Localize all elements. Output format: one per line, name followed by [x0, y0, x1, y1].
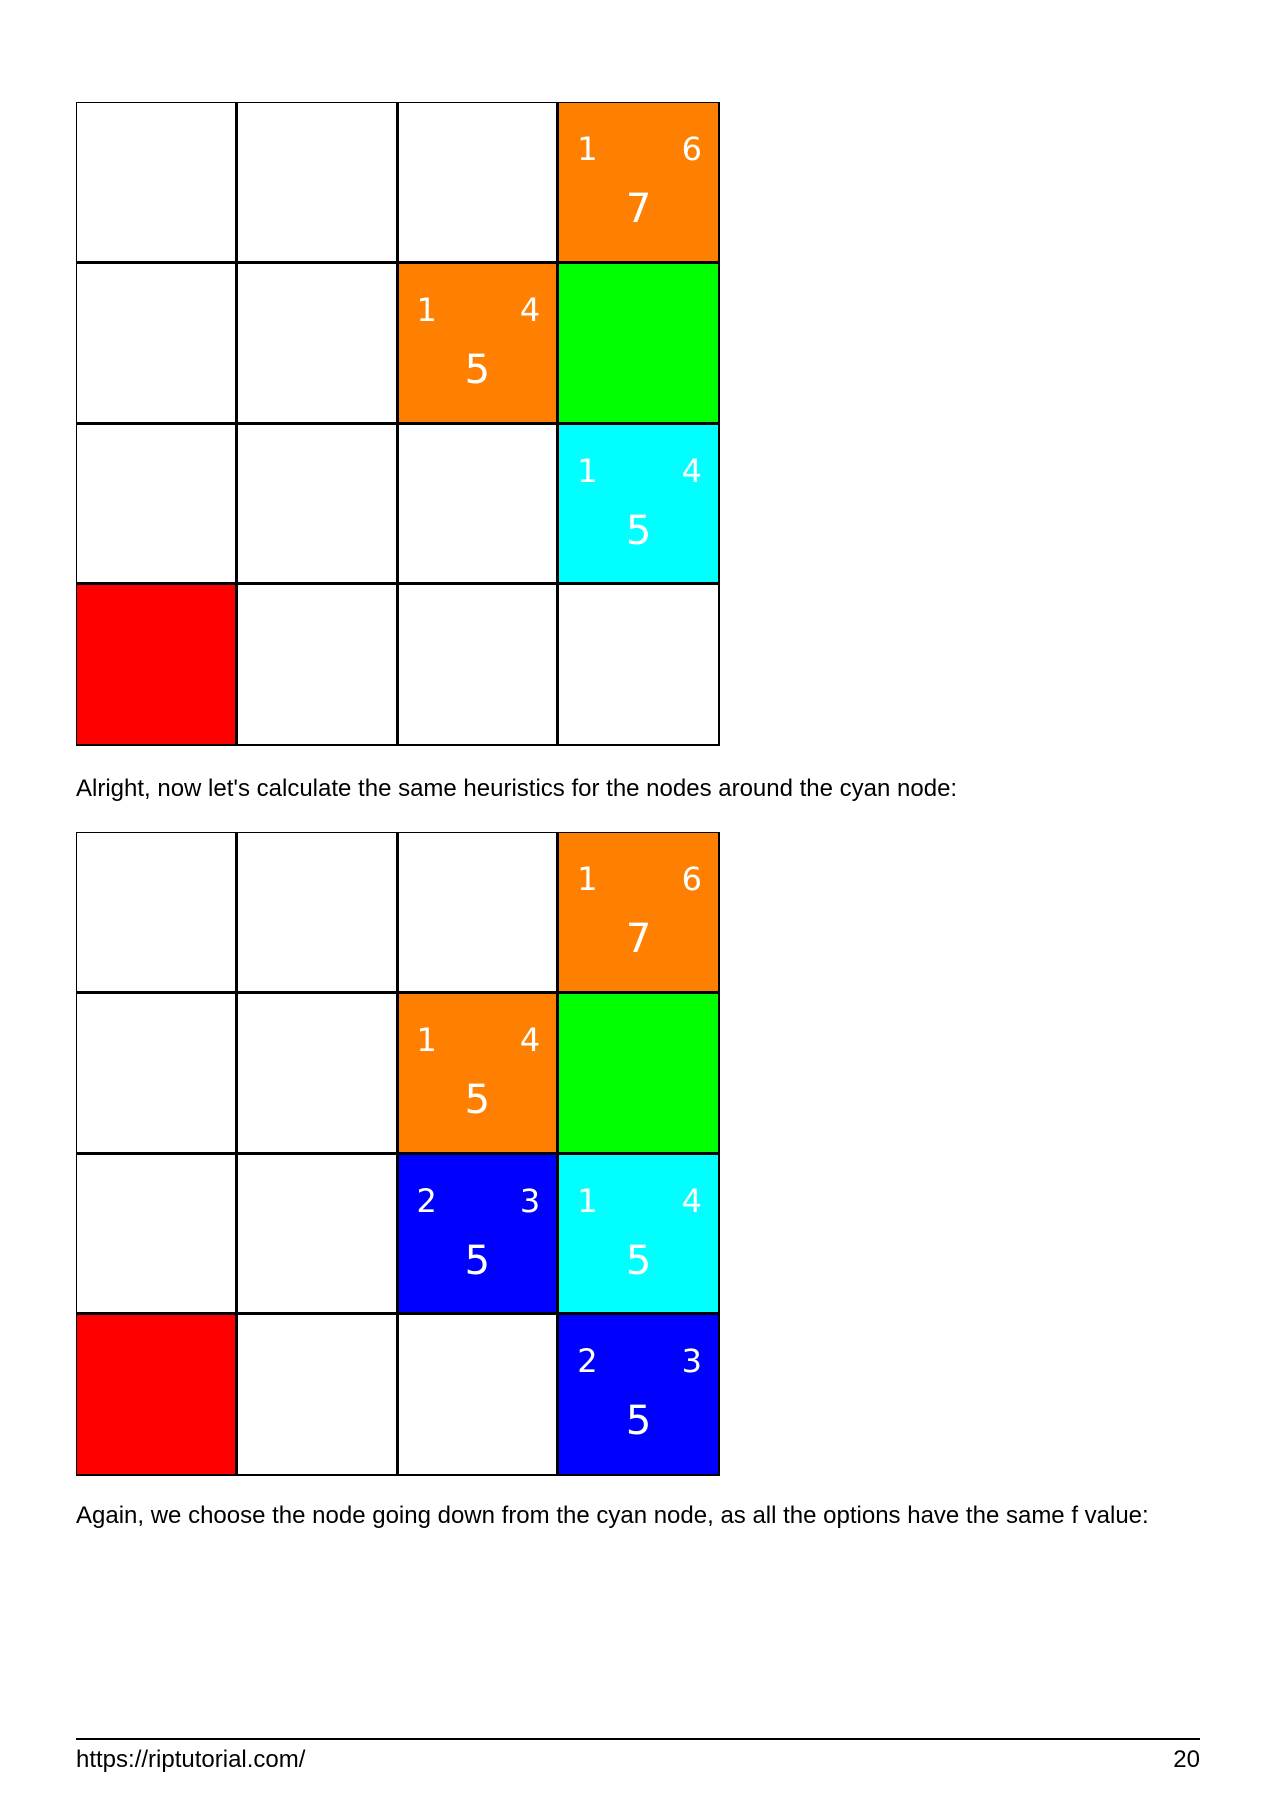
- f-cost-value: 7: [625, 916, 652, 962]
- g-cost-value: 1: [577, 860, 598, 898]
- grid-cell: [238, 994, 399, 1155]
- grid-cell: [559, 1155, 720, 1316]
- g-cost-value: 1: [416, 290, 437, 329]
- f-cost-value: 7: [625, 186, 652, 232]
- grid-cell: [238, 425, 399, 586]
- h-cost-value: 3: [681, 1342, 702, 1381]
- g-cost-value: 1: [577, 1181, 598, 1220]
- grid-cell: [559, 833, 720, 994]
- grid-cell: [77, 1155, 238, 1316]
- grid-cell: [559, 585, 720, 746]
- h-cost-value: 6: [681, 130, 702, 168]
- grid-cell: [399, 585, 560, 746]
- grid-cell: [399, 1155, 560, 1316]
- footer-url: https://riptutorial.com/: [76, 1746, 306, 1773]
- h-cost-value: 4: [519, 1020, 541, 1059]
- f-cost-value: 5: [464, 1076, 491, 1123]
- grid-cell: [559, 425, 720, 586]
- grid-cell: [399, 1315, 560, 1476]
- grid-cell: [559, 994, 720, 1155]
- g-cost-value: 2: [577, 1342, 598, 1381]
- h-cost-value: 4: [519, 290, 541, 329]
- grid-cell: [238, 833, 399, 994]
- grid-cell: [77, 103, 238, 264]
- f-cost-value: 5: [625, 1237, 652, 1284]
- f-cost-value: 5: [464, 346, 491, 393]
- f-cost-value: 5: [464, 1237, 491, 1284]
- grid-cell: [238, 264, 399, 425]
- grid-cell: [238, 1155, 399, 1316]
- grid-cell: [399, 425, 560, 586]
- grid-cell: [559, 103, 720, 264]
- grid-cell: [399, 833, 560, 994]
- grid-cell: [77, 585, 238, 746]
- grid-figure-2: [76, 832, 720, 1476]
- grid-cell: [238, 585, 399, 746]
- g-cost-value: 1: [577, 451, 598, 490]
- g-cost-value: 1: [577, 130, 598, 168]
- grid-cell: [238, 103, 399, 264]
- h-cost-value: 4: [681, 1181, 702, 1220]
- grid-cell: [77, 994, 238, 1155]
- paragraph-1: Alright, now let's calculate the same heuristics for the nodes around the cyan node:: [76, 775, 958, 802]
- grid-cell: [77, 425, 238, 586]
- grid-cell: [399, 103, 560, 264]
- f-cost-value: 5: [625, 1398, 652, 1445]
- grid-cell: [399, 994, 560, 1155]
- grid-cell: [399, 264, 560, 425]
- grid-cell: [559, 1315, 720, 1476]
- footer-divider: [76, 1738, 1200, 1740]
- g-cost-value: 1: [416, 1020, 437, 1059]
- grid-cell: [77, 264, 238, 425]
- grid-cell: [238, 1315, 399, 1476]
- grid-cell: [77, 833, 238, 994]
- grid-figure-1: [76, 102, 720, 746]
- g-cost-value: 2: [416, 1181, 437, 1220]
- f-cost-value: 5: [625, 507, 652, 554]
- grid-cell: [77, 1315, 238, 1476]
- paragraph-2: Again, we choose the node going down from the cyan node, as all the options have the same f value:: [76, 1502, 1149, 1529]
- page-number: 20: [1173, 1746, 1200, 1773]
- h-cost-value: 3: [519, 1181, 541, 1220]
- h-cost-value: 4: [681, 451, 702, 490]
- grid-cell: [559, 264, 720, 425]
- h-cost-value: 6: [681, 860, 702, 898]
